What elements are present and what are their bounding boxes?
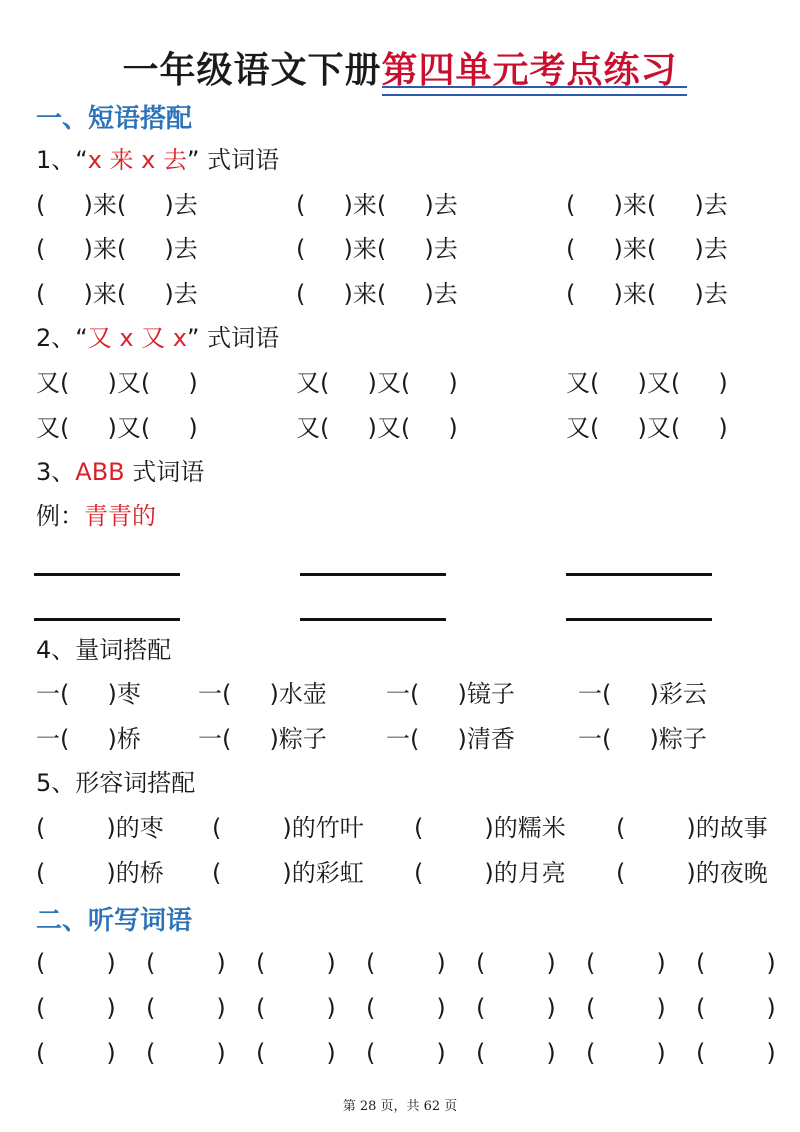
q1-blank[interactable]: ( )来( )去: [36, 280, 198, 308]
q4-blank[interactable]: 一( )粽子: [578, 725, 707, 753]
dictation-blank[interactable]: ( ): [146, 1039, 226, 1067]
q5-blank[interactable]: ( )的夜晚: [616, 859, 768, 887]
q5-blank[interactable]: ( )的彩虹: [212, 859, 364, 887]
q4-blank[interactable]: 一( )彩云: [578, 680, 707, 708]
q5-blank[interactable]: ( )的故事: [616, 814, 768, 842]
q2-blank[interactable]: 又( )又( ): [296, 414, 458, 442]
dictation-blank[interactable]: ( ): [256, 1039, 336, 1067]
dictation-blank[interactable]: ( ): [256, 994, 336, 1022]
answer-line[interactable]: [300, 618, 446, 621]
dictation-blank[interactable]: ( ): [696, 994, 776, 1022]
dictation-blank[interactable]: ( ): [696, 1039, 776, 1067]
dictation-blank[interactable]: ( ): [366, 949, 446, 977]
section-heading-phrases: 一、短语搭配: [36, 104, 193, 134]
q1-heading: 1、“x 来 x 去” 式词语: [36, 146, 280, 174]
title-main: 一年级语文下册: [122, 50, 382, 91]
dictation-blank[interactable]: ( ): [36, 1039, 116, 1067]
q2-blank[interactable]: 又( )又( ): [36, 369, 198, 397]
answer-line[interactable]: [300, 573, 446, 576]
dictation-blank[interactable]: ( ): [586, 949, 666, 977]
dictation-blank[interactable]: ( ): [256, 949, 336, 977]
answer-line[interactable]: [566, 618, 712, 621]
q5-blank[interactable]: ( )的糯米: [414, 814, 566, 842]
dictation-blank[interactable]: ( ): [366, 994, 446, 1022]
dictation-blank[interactable]: ( ): [476, 994, 556, 1022]
dictation-blank[interactable]: ( ): [146, 994, 226, 1022]
q5-blank[interactable]: ( )的枣: [36, 814, 164, 842]
dictation-blank[interactable]: ( ): [366, 1039, 446, 1067]
q4-blank[interactable]: 一( )粽子: [198, 725, 327, 753]
q5-blank[interactable]: ( )的桥: [36, 859, 164, 887]
q3-example: 例：青青的: [36, 502, 156, 530]
q5-blank[interactable]: ( )的月亮: [414, 859, 566, 887]
dictation-blank[interactable]: ( ): [36, 994, 116, 1022]
answer-line[interactable]: [34, 618, 180, 621]
q1-blank[interactable]: ( )来( )去: [566, 191, 728, 219]
q1-blank[interactable]: ( )来( )去: [296, 280, 458, 308]
q2-heading: 2、“又 x 又 x” 式词语: [36, 324, 280, 352]
q4-blank[interactable]: 一( )桥: [36, 725, 141, 753]
q1-blank[interactable]: ( )来( )去: [36, 235, 198, 263]
q4-blank[interactable]: 一( )枣: [36, 680, 141, 708]
q2-blank[interactable]: 又( )又( ): [566, 414, 728, 442]
dictation-blank[interactable]: ( ): [36, 949, 116, 977]
q1-blank[interactable]: ( )来( )去: [36, 191, 198, 219]
q3-heading: 3、ABB 式词语: [36, 458, 205, 486]
title-underline: [382, 86, 687, 96]
dictation-blank[interactable]: ( ): [586, 1039, 666, 1067]
title-unit: 第四单元考点练习: [381, 50, 678, 91]
q1-blank[interactable]: ( )来( )去: [296, 235, 458, 263]
dictation-blank[interactable]: ( ): [476, 949, 556, 977]
q1-blank[interactable]: ( )来( )去: [566, 280, 728, 308]
dictation-blank[interactable]: ( ): [696, 949, 776, 977]
dictation-blank[interactable]: ( ): [586, 994, 666, 1022]
q2-blank[interactable]: 又( )又( ): [296, 369, 458, 397]
dictation-blank[interactable]: ( ): [146, 949, 226, 977]
q4-blank[interactable]: 一( )镜子: [386, 680, 515, 708]
q2-blank[interactable]: 又( )又( ): [36, 414, 198, 442]
q5-blank[interactable]: ( )的竹叶: [212, 814, 364, 842]
q5-heading: 5、形容词搭配: [36, 769, 196, 797]
q4-blank[interactable]: 一( )清香: [386, 725, 515, 753]
page-number: 第 28 页，共 62 页: [342, 1099, 458, 1114]
q1-blank[interactable]: ( )来( )去: [566, 235, 728, 263]
q1-blank[interactable]: ( )来( )去: [296, 191, 458, 219]
q4-blank[interactable]: 一( )水壶: [198, 680, 327, 708]
answer-line[interactable]: [34, 573, 180, 576]
q2-blank[interactable]: 又( )又( ): [566, 369, 728, 397]
q4-heading: 4、量词搭配: [36, 636, 172, 664]
section-heading-dictation: 二、听写词语: [36, 906, 193, 936]
dictation-blank[interactable]: ( ): [476, 1039, 556, 1067]
answer-line[interactable]: [566, 573, 712, 576]
